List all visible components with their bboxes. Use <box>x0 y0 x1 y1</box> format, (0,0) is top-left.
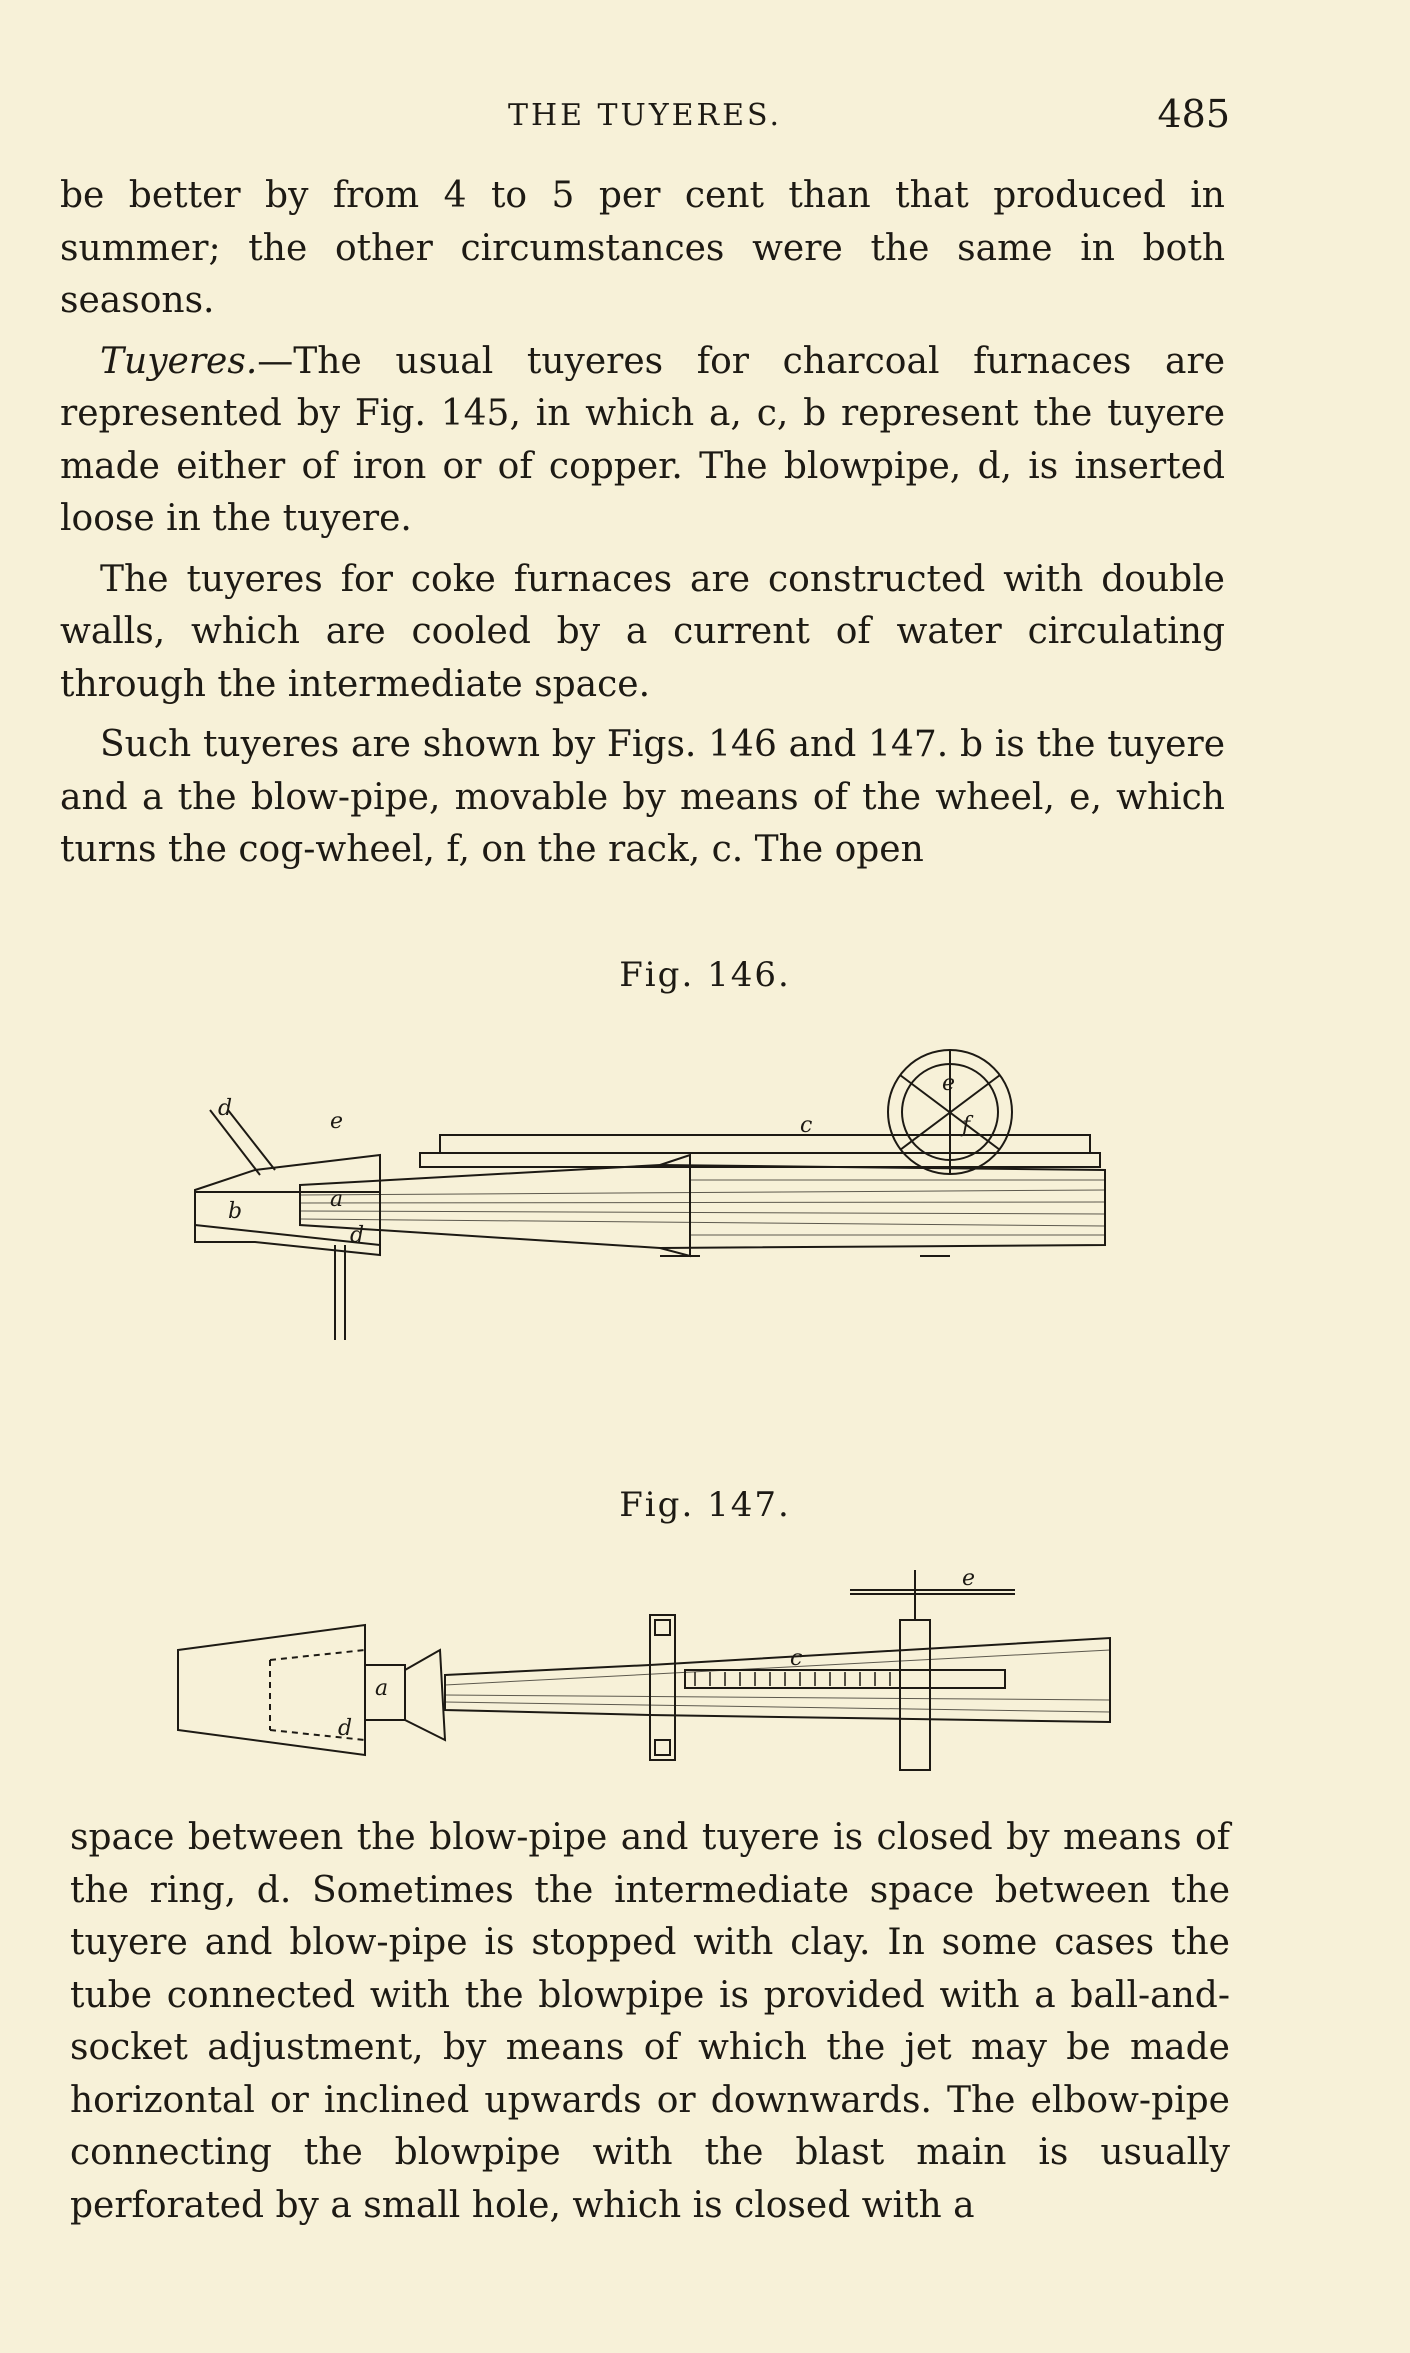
fig146-label-f: f <box>962 1113 971 1138</box>
paragraph-figs: Such tuyeres are shown by Figs. 146 and 147. b is the tuyere and a the blow-pipe, movable by means of the wheel, e, which turns the cog-wheel, f, on the rack, c. The open <box>60 724 1225 870</box>
figure-147 <box>0 1550 1410 1780</box>
fig146-label-e2: e <box>942 1071 956 1096</box>
fig147-label-c: c <box>790 1646 803 1671</box>
page-number: 485 <box>1157 92 1230 136</box>
figure-146-drawing <box>0 1020 1410 1360</box>
fig146-label-e: e <box>330 1109 344 1134</box>
running-title: THE TUYERES. <box>507 98 783 133</box>
fig146-label-c: c <box>800 1113 813 1138</box>
conical-tuyere-shape <box>178 1625 365 1755</box>
figure-146 <box>0 1020 1410 1360</box>
blowpipe-shape <box>300 1165 1105 1248</box>
fig146-label-d: d <box>218 1096 233 1121</box>
paragraph-tuyeres <box>60 336 1225 546</box>
fig147-label-e: e <box>962 1566 976 1591</box>
paragraph-coke-furnaces: The tuyeres for coke furnaces are constructed with double walls, which are cooled by a current of water circulating through the intermediate space. <box>60 558 1225 705</box>
body-text-top <box>60 170 1225 877</box>
paragraph-open-space: space between the blow-pipe and tuyere is closed by means of the ring, d. Sometimes the intermediate space between the tuyere and blow-pipe is stopped with clay. In some cases the tube connected with the blowpipe is provided with a ball-and-socket adjustment, by means of which the jet may be made horizontal or inclined upwards or downwards. The elbow-pipe connecting the blowpipe with the blast main is usually perforated by a small hole, which is closed with a <box>70 1817 1230 2226</box>
fig146-label-b: b <box>228 1199 243 1224</box>
paragraph-continued: be better by from 4 to 5 per cent than that produced in summer; the other circumstances were the same in both seasons. <box>60 175 1225 321</box>
paragraph-tuyeres-text: The usual tuyeres for charcoal furnaces are represented by Fig. 145, in which a, c, b represent the tuyere made either of iron or of copper. The blowpipe, d, is inserted loose in the tuyere. <box>60 340 1225 539</box>
fig146-label-dd: d <box>350 1223 365 1248</box>
figure-147-caption: Fig. 147. <box>619 1485 791 1525</box>
run-in-dash: — <box>257 340 294 382</box>
body-text-bottom <box>70 1812 1230 2232</box>
fig147-label-a: a <box>375 1676 389 1701</box>
run-in-heading: Tuyeres. <box>100 340 258 382</box>
fig146-label-a: a <box>330 1187 344 1212</box>
page-header <box>60 92 1230 142</box>
figure-147-drawing <box>0 1550 1410 1780</box>
figure-146-caption: Fig. 146. <box>619 955 791 995</box>
flange-shape <box>650 1615 675 1760</box>
fig147-label-d: d <box>338 1716 353 1741</box>
